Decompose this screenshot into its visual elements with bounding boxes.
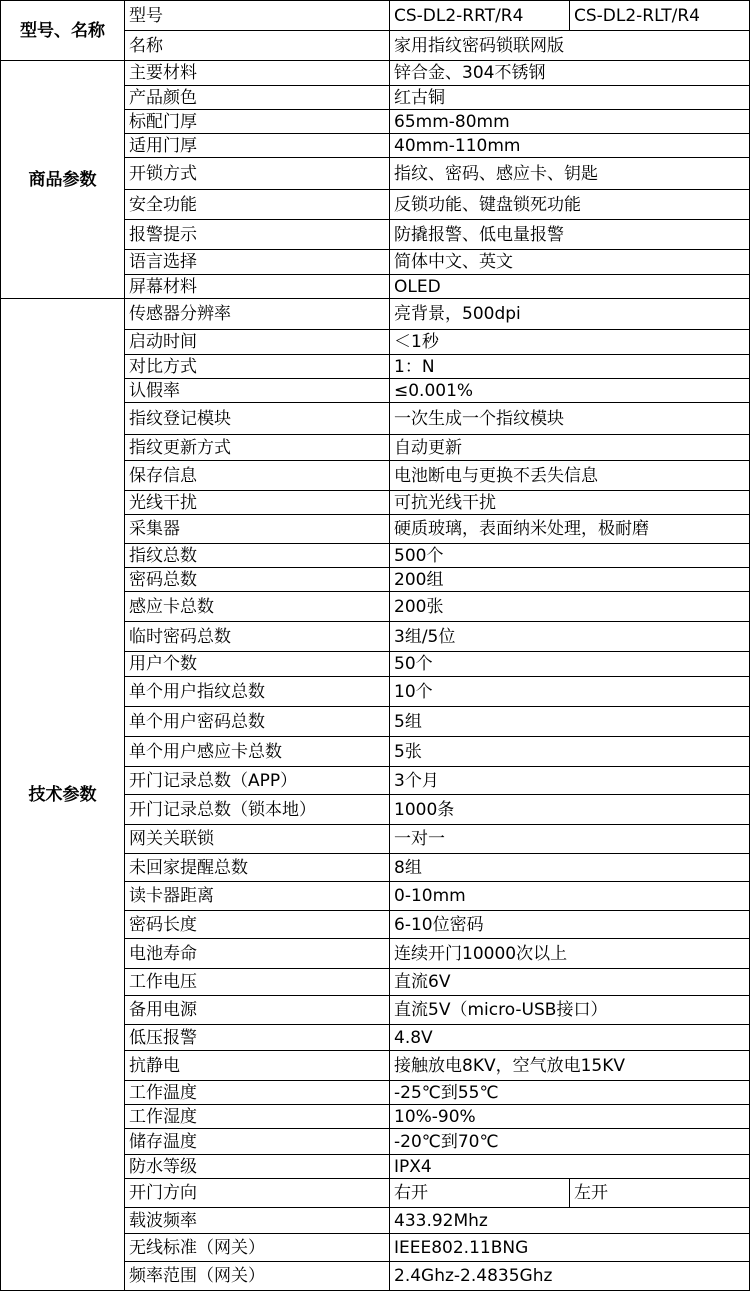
row-value: -20℃到70℃ — [390, 1129, 750, 1155]
row-value: 可抗光线干扰 — [390, 491, 750, 515]
row-value: 防撬报警、低电量报警 — [390, 220, 750, 250]
row-value: 10%-90% — [390, 1105, 750, 1129]
row-label: 密码总数 — [125, 568, 390, 592]
row-label: 启动时间 — [125, 330, 390, 355]
row-value: 0-10mm — [390, 882, 750, 911]
row-label: 开锁方式 — [125, 158, 390, 190]
row-value: 5张 — [390, 737, 750, 767]
row-value: 直流6V — [390, 969, 750, 996]
row-label: 安全功能 — [125, 190, 390, 220]
row-label: 防水等级 — [125, 1155, 390, 1179]
row-label: 认假率 — [125, 379, 390, 403]
row-label: 屏幕材料 — [125, 275, 390, 299]
row-label: 低压报警 — [125, 1025, 390, 1051]
row-value: 连续开门10000次以上 — [390, 939, 750, 969]
row-value: 6-10位密码 — [390, 911, 750, 939]
row-value: 亮背景，500dpi — [390, 299, 750, 330]
row-label: 未回家提醒总数 — [125, 854, 390, 882]
row-label: 指纹更新方式 — [125, 435, 390, 461]
row-label: 保存信息 — [125, 461, 390, 491]
spec-row — [1, 61, 750, 86]
row-label: 标配门厚 — [125, 110, 390, 134]
row-label: 频率范围（网关） — [125, 1262, 390, 1291]
row-value: 50个 — [390, 652, 750, 677]
row-label: 传感器分辨率 — [125, 299, 390, 330]
row-value: 10个 — [390, 677, 750, 707]
name-value: 家用指纹密码锁联网版 — [390, 31, 750, 61]
row-value: 500个 — [390, 544, 750, 568]
row-label: 语言选择 — [125, 250, 390, 275]
section-title-tech: 技术参数 — [1, 299, 125, 1291]
model-value-1: CS-DL2-RRT/R4 — [390, 1, 570, 31]
row-label: 感应卡总数 — [125, 592, 390, 622]
row-label: 工作电压 — [125, 969, 390, 996]
row-value: 65mm-80mm — [390, 110, 750, 134]
row-value: 200组 — [390, 568, 750, 592]
section-title-model: 型号、名称 — [1, 1, 125, 61]
row-label: 工作湿度 — [125, 1105, 390, 1129]
row-label: 工作温度 — [125, 1081, 390, 1105]
row-value: IPX4 — [390, 1155, 750, 1179]
row-label: 单个用户密码总数 — [125, 707, 390, 737]
row-value: 反锁功能、键盘锁死功能 — [390, 190, 750, 220]
row-label: 单个用户感应卡总数 — [125, 737, 390, 767]
row-value: ＜1秒 — [390, 330, 750, 355]
row-label: 无线标准（网关） — [125, 1234, 390, 1262]
row-label: 报警提示 — [125, 220, 390, 250]
row-label: 储存温度 — [125, 1129, 390, 1155]
row-value: 3个月 — [390, 767, 750, 795]
row-value: 3组/5位 — [390, 622, 750, 652]
section-title-product: 商品参数 — [1, 61, 125, 299]
row-label: 产品颜色 — [125, 86, 390, 110]
row-label: 用户个数 — [125, 652, 390, 677]
row-value: ≤0.001% — [390, 379, 750, 403]
model-row — [1, 1, 750, 31]
row-label: 光线干扰 — [125, 491, 390, 515]
row-label: 开门记录总数（APP） — [125, 767, 390, 795]
row-label: 指纹登记模块 — [125, 403, 390, 435]
row-value: 1：N — [390, 355, 750, 379]
row-label: 对比方式 — [125, 355, 390, 379]
row-label: 主要材料 — [125, 61, 390, 86]
row-value: 直流5V（micro-USB接口） — [390, 996, 750, 1025]
row-label: 开门方向 — [125, 1179, 390, 1208]
row-value: 200张 — [390, 592, 750, 622]
row-label: 采集器 — [125, 515, 390, 544]
row-value: 简体中文、英文 — [390, 250, 750, 275]
row-value: OLED — [390, 275, 750, 299]
row-value: 一次生成一个指纹模块 — [390, 403, 750, 435]
row-value: 1000条 — [390, 795, 750, 825]
row-label: 载波频率 — [125, 1208, 390, 1234]
row-value: 8组 — [390, 854, 750, 882]
model-label: 型号 — [125, 1, 390, 31]
row-label: 开门记录总数（锁本地） — [125, 795, 390, 825]
row-value: 硬质玻璃，表面纳米处理，极耐磨 — [390, 515, 750, 544]
row-value: 一对一 — [390, 825, 750, 854]
row-label: 密码长度 — [125, 911, 390, 939]
row-value: 指纹、密码、感应卡、钥匙 — [390, 158, 750, 190]
row-value: 自动更新 — [390, 435, 750, 461]
row-value-2: 左开 — [570, 1179, 750, 1208]
row-label: 读卡器距离 — [125, 882, 390, 911]
row-value: 433.92Mhz — [390, 1208, 750, 1234]
row-label: 指纹总数 — [125, 544, 390, 568]
row-label: 电池寿命 — [125, 939, 390, 969]
row-label: 临时密码总数 — [125, 622, 390, 652]
name-label: 名称 — [125, 31, 390, 61]
row-value: IEEE802.11BNG — [390, 1234, 750, 1262]
row-value: 40mm-110mm — [390, 134, 750, 158]
row-value: 2.4Ghz-2.4835Ghz — [390, 1262, 750, 1291]
row-label: 适用门厚 — [125, 134, 390, 158]
row-value: 5组 — [390, 707, 750, 737]
row-value: 4.8V — [390, 1025, 750, 1051]
row-label: 备用电源 — [125, 996, 390, 1025]
row-value: 右开 — [390, 1179, 570, 1208]
row-label: 单个用户指纹总数 — [125, 677, 390, 707]
row-value: 红古铜 — [390, 86, 750, 110]
row-value: 接触放电8KV，空气放电15KV — [390, 1051, 750, 1081]
row-value: 锌合金、304不锈钢 — [390, 61, 750, 86]
spec-row — [1, 299, 750, 330]
model-value-2: CS-DL2-RLT/R4 — [570, 1, 750, 31]
row-label: 网关关联锁 — [125, 825, 390, 854]
row-value: -25℃到55℃ — [390, 1081, 750, 1105]
row-value: 电池断电与更换不丢失信息 — [390, 461, 750, 491]
row-label: 抗静电 — [125, 1051, 390, 1081]
